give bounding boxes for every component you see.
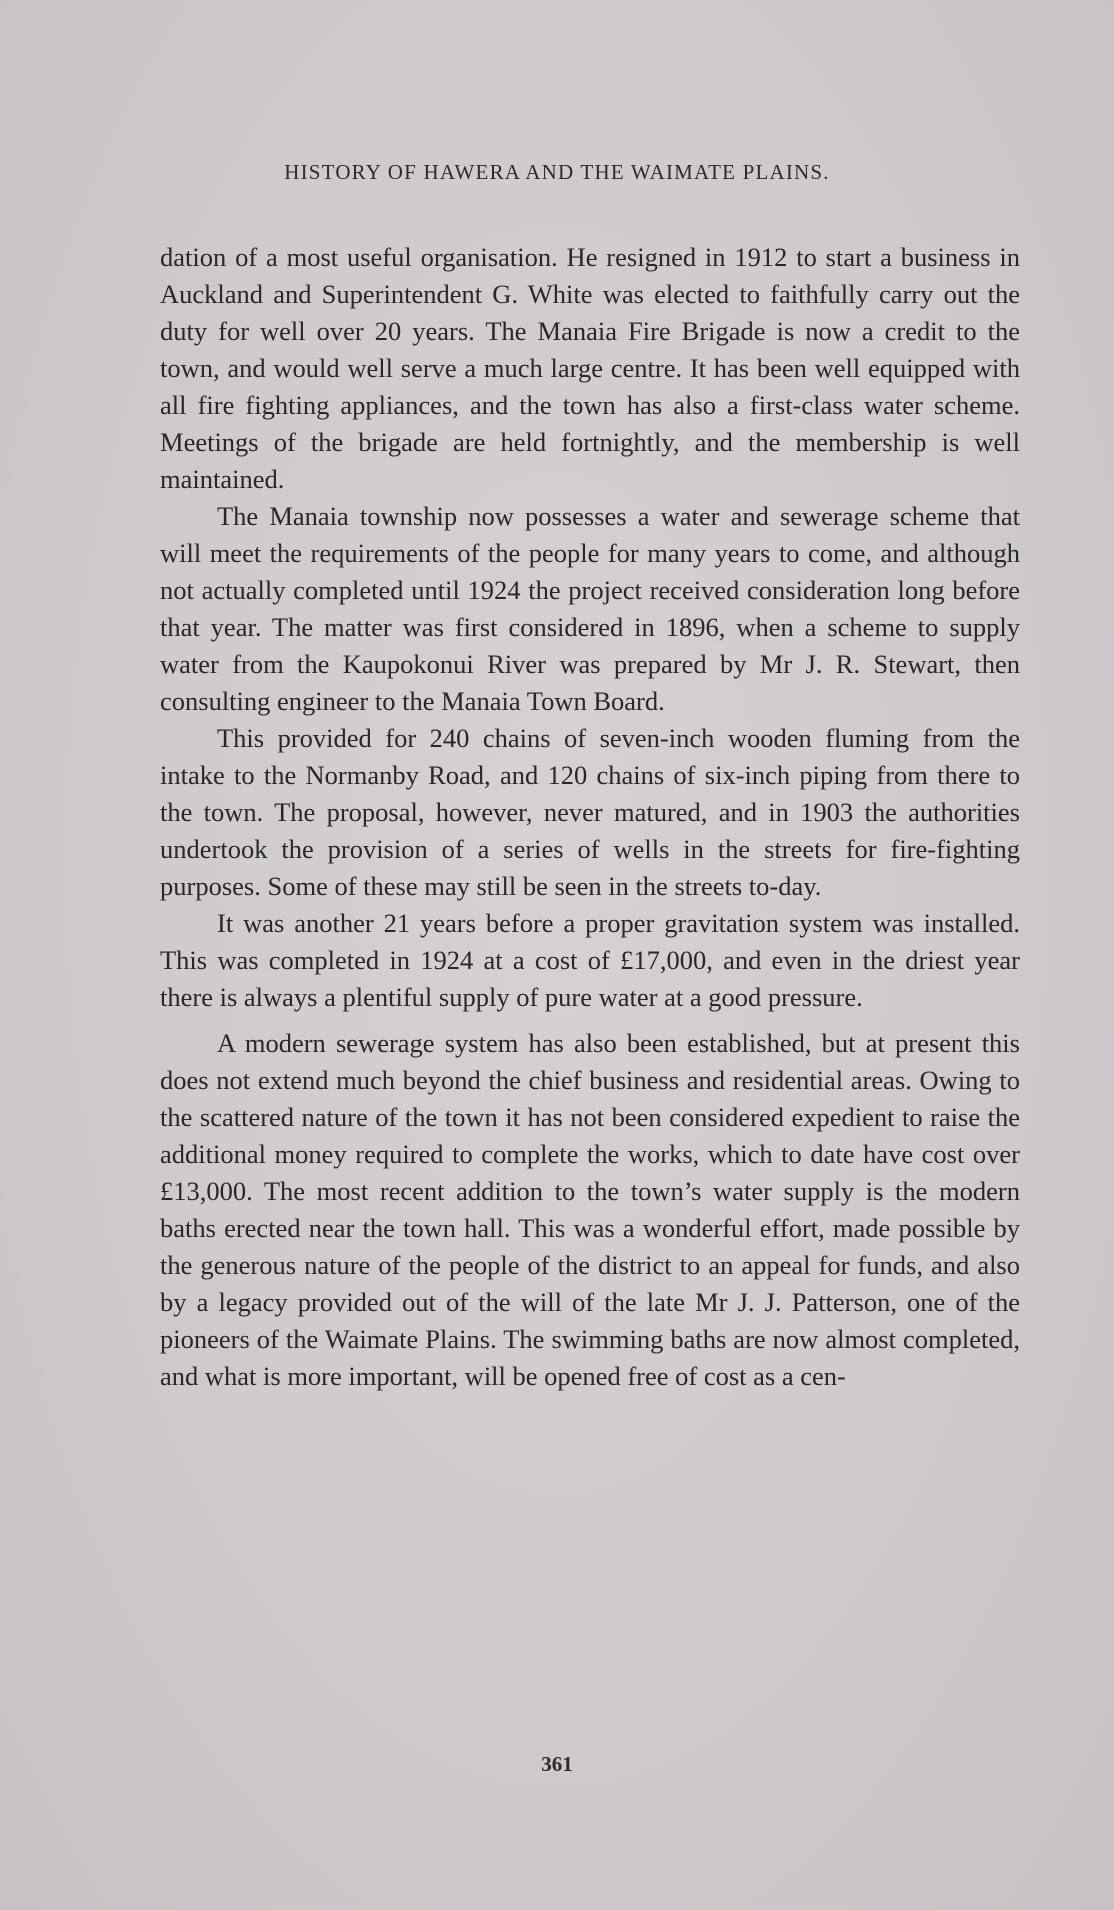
paragraph: It was another 21 years before a proper gravitation system was installed. This was completed in 1924 at a cost of £17,000, and even in the driest year there is always a plentiful supply of pure water at a good pressure. bbox=[160, 908, 1020, 1012]
paragraph: This provided for 240 chains of seven-inch wooden fluming from the intake to the Normanby Road, and 120 chains of six-inch piping from there to the town. The proposal, however, never matured, and in 1903 the authorities undertook the provision of a series of wells in the streets for fire-fighting purposes. Some of these may still be seen in the streets to-day. bbox=[160, 723, 1020, 901]
body-text bbox=[160, 239, 1020, 1395]
page-number: 361 bbox=[541, 1752, 573, 1776]
paragraph: A modern sewerage system has also been established, but at present this does not extend much beyond the chief business and residential areas. Owing to the scattered nature of the town it has not been considered expedient to raise the additional money required to complete the works, which to date have cost over £13,000. The most recent addition to the town’s water supply is the modern baths erected near the town hall. This was a wonderful effort, made possible by the generous nature of the people of the district to an appeal for funds, and also by a legacy provided out of the will of the late Mr J. J. Patterson, one of the pioneers of the Waimate Plains. The swimming baths are now almost completed, and what is more important, will be opened free of cost as a cen- bbox=[160, 1028, 1020, 1391]
running-head: HISTORY OF HAWERA AND THE WAIMATE PLAINS. bbox=[284, 160, 830, 184]
paragraph: The Manaia township now possesses a water and sewerage scheme that will meet the requirements of the people for many years to come, and although not actually completed until 1924 the project received consideration long before that year. The matter was first considered in 1896, when a scheme to supply water from the Kaupokonui River was prepared by Mr J. R. Stewart, then consulting engineer to the Manaia Town Board. bbox=[160, 501, 1020, 716]
paragraph: dation of a most useful organisation. He resigned in 1912 to start a business in Auckland and Superintendent G. White was elected to faithfully carry out the duty for well over 20 years. The Manaia Fire Brigade is now a credit to the town, and would well serve a much large centre. It has been well equipped with all fire fighting appliances, and the town has also a first-class water scheme. Meetings of the brigade are held fortnightly, and the membership is well maintained. bbox=[160, 242, 1020, 494]
